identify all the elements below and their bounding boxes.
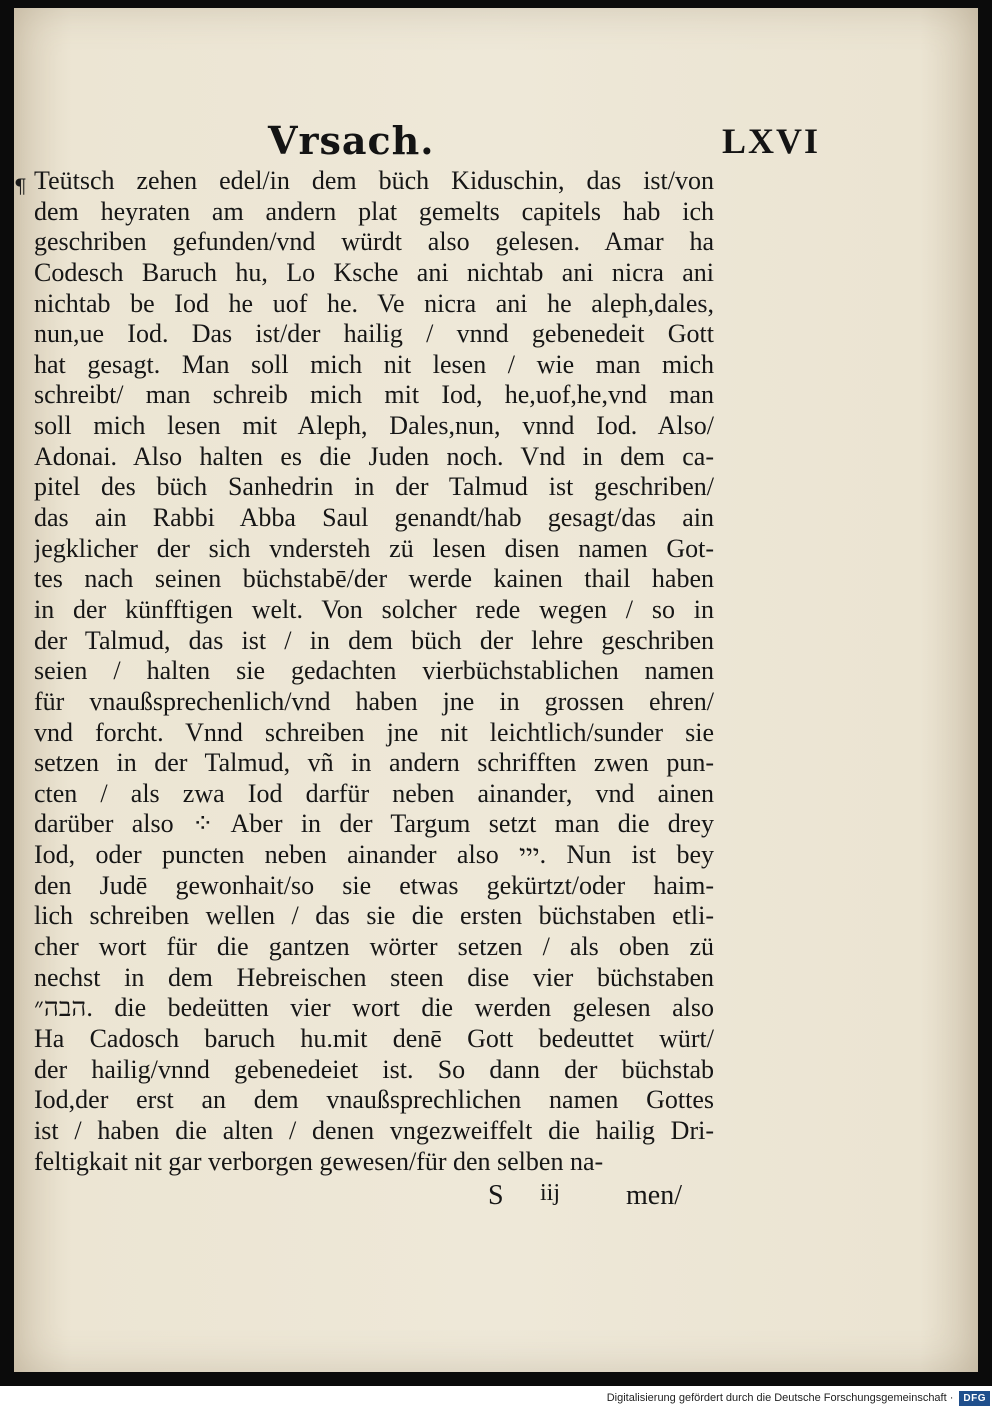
dfg-logo-icon: DFG [959, 1391, 990, 1406]
text-line: seien / halten sie gedachten vierbüchstablichen namen [34, 656, 714, 686]
text-line: pitel des büch Sanhedrin in der Talmud ist geschriben/ [34, 472, 714, 502]
text-line: Adonai. Also halten es die Juden noch. Vnd in dem ca- [34, 441, 714, 471]
text-line: das ain Rabbi Abba Saul genandt/hab gesagt/das ain [34, 503, 714, 533]
text-line: schreibt/ man schreib mich mit Iod, he,uof,he,vnd man [34, 380, 714, 410]
text-line: Codesch Baruch hu, Lo Ksche ani nichtab ani nicra ani [34, 257, 714, 287]
text-line: הבה״. die bedeütten vier wort die werden gelesen also [34, 993, 714, 1023]
text-line: vnd forcht. Vnnd schreiben jne nit leichtlich/sunder sie [34, 717, 714, 747]
text-line: lich schreiben wellen / das sie die ersten büchstaben etli- [34, 901, 714, 931]
text-line: den Judē gewonhait/so sie etwas gekürtzt/oder haim- [34, 870, 714, 900]
text-line: Iod,der erst an dem vnaußsprechlichen namen Gottes [34, 1085, 714, 1115]
running-head: Vrsach. [268, 118, 435, 163]
digitization-footer [0, 1386, 1000, 1410]
body-text [34, 166, 714, 1177]
pilcrow-mark: ¶ [14, 174, 27, 198]
signature-mark: S [488, 1180, 504, 1211]
text-line: für vnaußsprechenlich/vnd haben jne in grossen ehren/ [34, 686, 714, 716]
text-line: Teütsch zehen edel/in dem büch Kiduschin, das ist/von [34, 166, 714, 195]
signature-number: iij [540, 1180, 561, 1206]
text-line: Iod, oder puncten neben ainander also ייי. Nun ist bey [34, 840, 714, 870]
text-line: feltigkait nit gar verborgen gewesen/für den selben na- [34, 1146, 604, 1176]
text-line: cher wort für die gantzen wörter setzen / als oben zü [34, 932, 714, 962]
text-line: setzen in der Talmud, vñ in andern schrifften zwen pun- [34, 748, 714, 778]
page-foot [0, 1180, 1000, 1210]
text-line: der hailig/vnnd gebenedeiet ist. So dann der büchstab [34, 1054, 714, 1084]
text-line: nichtab be Iod he uof he. Ve nicra ani he aleph,dales, [34, 288, 714, 318]
text-line: in der künfftigen welt. Von solcher rede wegen / so in [34, 594, 714, 624]
text-line: tes nach seinen büchstabē/der werde kainen thail haben [34, 564, 714, 594]
text-line: jegklicher der sich vndersteh zü lesen disen namen Got- [34, 533, 714, 563]
text-line: cten / als zwa Iod darfür neben ainander, vnd ainen [34, 778, 714, 808]
text-line: ist / haben die alten / denen vngezweiffelt die hailig Dri- [34, 1115, 714, 1145]
text-line: hat gesagt. Man soll mich nit lesen / wie man mich [34, 349, 714, 379]
funding-credit: Digitalisierung gefördert durch die Deutsche Forschungsgemeinschaft · [606, 1392, 954, 1404]
text-line: Ha Cadosch baruch hu.mit denē Gott bedeuttet würt/ [34, 1023, 714, 1053]
text-line: geschriben gefunden/vnd würdt also gelesen. Amar ha [34, 227, 714, 257]
text-line: nun,ue Iod. Das ist/der hailig / vnnd gebenedeit Gott [34, 319, 714, 349]
catchword: men/ [626, 1180, 682, 1211]
text-line: nechst in dem Hebreischen steen dise vier büchstaben [34, 962, 714, 992]
text-line: darüber also ⁘ Aber in der Targum setzt man die drey [34, 809, 714, 839]
text-line: soll mich lesen mit Aleph, Dales,nun, vnnd Iod. Also/ [34, 411, 714, 441]
text-line: dem heyraten am andern plat gemelts capitels hab ich [34, 196, 714, 226]
folio-number: LXVI [722, 121, 821, 161]
text-line: der Talmud, das ist / in dem büch der lehre geschriben [34, 625, 714, 655]
